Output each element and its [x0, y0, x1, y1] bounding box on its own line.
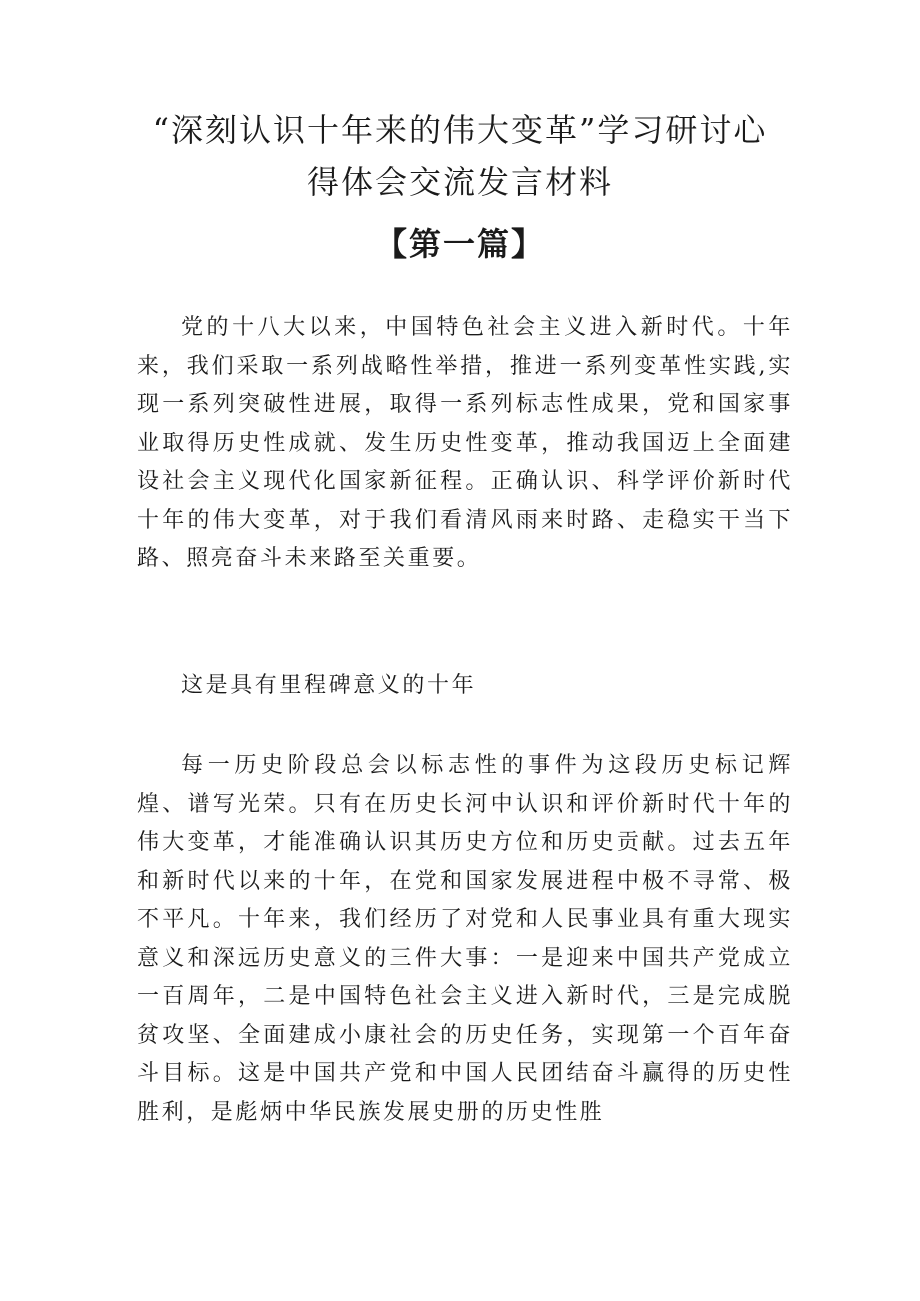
- subheading-milestone-decade: 这是具有里程碑意义的十年: [181, 673, 477, 698]
- body-paragraph-intro: 党的十八大以来，中国特色社会主义进入新时代。十年来，我们采取一系列战略性举措，推进一系列变革性实践,实现一系列突破性进展，取得一系列标志性成果，党和国家事业取得历史性成就、发生历史性变革，推动我国迈上全面建设社会主义现代化国家新征程。正确认识、科学评价新时代十年的伟大变革，对于我们看清风雨来时路、走稳实干当下路、照亮奋斗未来路至关重要。: [137, 315, 793, 571]
- document-title-line-1: “深刻认识十年来的伟大变革”学习研讨心: [152, 111, 768, 149]
- body-paragraph-history: 每一历史阶段总会以标志性的事件为这段历史标记辉煌、谱写光荣。只有在历史长河中认识和评价新时代十年的伟大变革，才能准确认识其历史方位和历史贡献。过去五年和新时代以来的十年，在党和国家发展进程中极不寻常、极不平凡。十年来，我们经历了对党和人民事业具有重大现实意义和深远历史意义的三件大事：一是迎来中国共产党成立一百周年，二是中国特色社会主义进入新时代，三是完成脱贫攻坚、全面建成小康社会的历史任务，实现第一个百年奋斗目标。这是中国共产党和中国人民团结奋斗赢得的历史性胜利，是彪炳中华民族发展史册的历史性胜: [137, 753, 793, 1125]
- section-heading: 【第一篇】: [374, 225, 545, 263]
- document-title: [120, 104, 800, 208]
- document-title-line-2: 得体会交流发言材料: [306, 163, 613, 201]
